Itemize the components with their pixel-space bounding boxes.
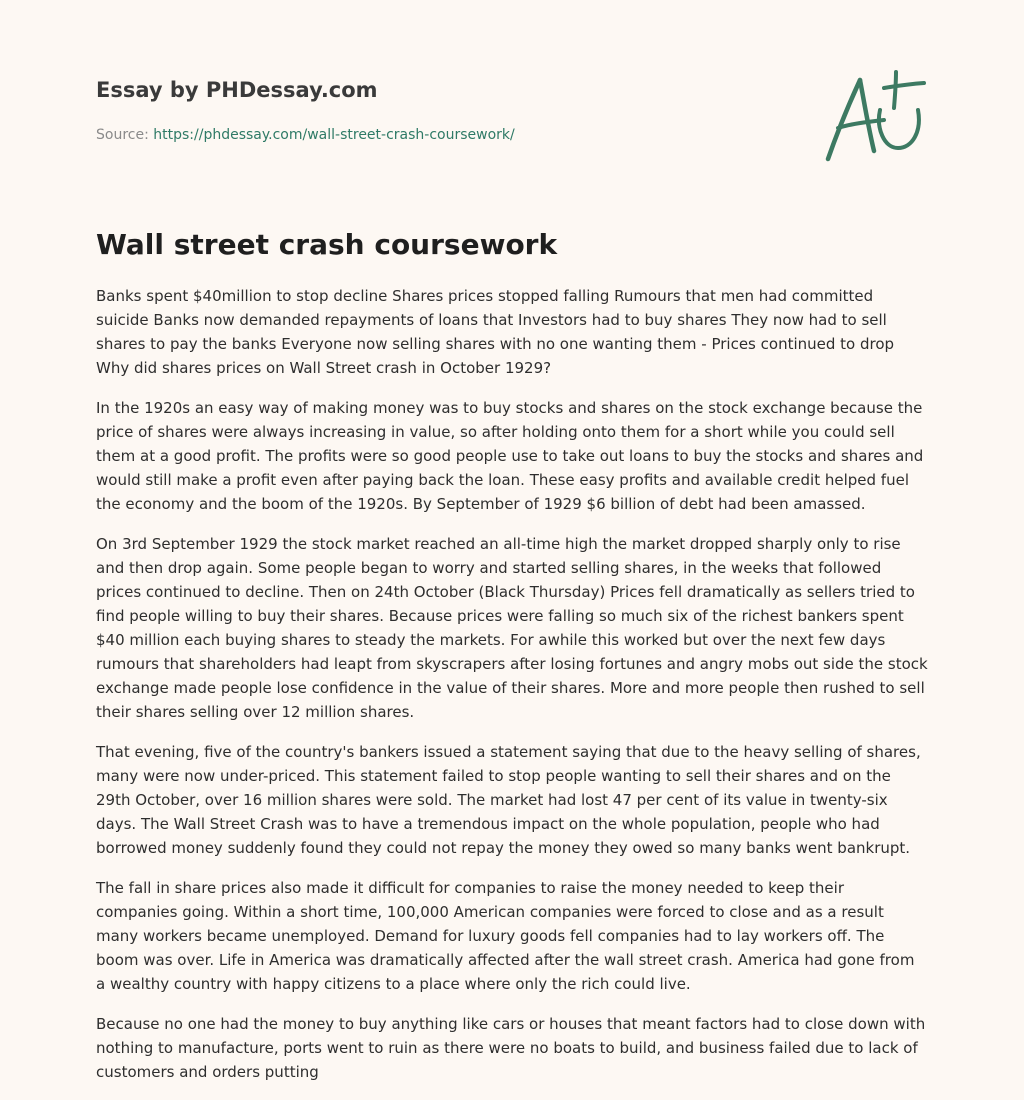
source-link[interactable]: https://phdessay.com/wall-street-crash-coursework/: [153, 127, 515, 143]
essay-paragraph: Because no one had the money to buy anything like cars or houses that meant factors had to close down with nothing to manufacture, ports went to ruin as there were no boats to build, and business failed due to lack of customers and orders putting: [96, 1015, 926, 1081]
essay-paragraph: In the 1920s an easy way of making money was to buy stocks and shares on the stock exchange because the price of shares were always increasing in value, so after holding onto them for a short while you could sell them at a good profit. The profits were so good people use to take out loans to buy the stocks and shares and would still make a profit even after paying back the loan. These easy profits and available credit helped fuel the economy and the boom of the 1920s. By September of 1929 $6 billion of debt had been amassed.: [96, 399, 924, 513]
essay-paragraph: The fall in share prices also made it difficult for companies to raise the money needed to keep their companies going. Within a short time, 100,000 American companies were forced to close and as a result many workers became unemployed. Demand for luxury goods fell companies had to lay workers off. The boom was over. Life in America was dramatically affected after the wall street crash. America had gone from a wealthy country with happy citizens to a place where only the rich could live.: [96, 879, 915, 993]
essay-paragraph: Banks spent $40million to stop decline Shares prices stopped falling Rumours that men had committed suicide Banks now demanded repayments of loans that Investors had to buy shares They now had to sell shares to pay the banks Everyone now selling shares with no one wanting them - Prices continued to drop Why did shares prices on Wall Street crash in October 1929?: [96, 287, 895, 377]
site-title: Essay by PHDessay.com: [96, 78, 378, 102]
essay-body: [96, 284, 928, 1100]
source-label: Source:: [96, 127, 154, 143]
source-line: [96, 125, 796, 145]
a-plus-logo-icon: [818, 66, 928, 166]
essay-paragraph: On 3rd September 1929 the stock market reached an all-time high the market dropped sharply only to rise and then drop again. Some people began to worry and started selling shares, in the weeks that followed prices continued to decline. Then on 24th October (Black Thursday) Prices fell dramatically as sellers tried to find people willing to buy their shares. Because prices were falling so much six of the richest bankers spent $40 million each buying shares to steady the markets. For awhile this worked but over the next few days rumours that shareholders had leapt from skyscrapers after losing fortunes and angry mobs out side the stock exchange made people lose confidence in the value of their shares. More and more people then rushed to sell their shares selling over 12 million shares.: [96, 535, 928, 721]
page-header: [96, 76, 796, 145]
essay-title: Wall street crash coursework: [96, 228, 558, 261]
essay-paragraph: That evening, five of the country's bankers issued a statement saying that due to the heavy selling of shares, many were now under-priced. This statement failed to stop people wanting to sell their shares and on the 29th October, over 16 million shares were sold. The market had lost 47 per cent of its value in twenty-six days. The Wall Street Crash was to have a tremendous impact on the whole population, people who had borrowed money suddenly found they could not repay the money they owed so many banks went bankrupt.: [96, 743, 921, 857]
